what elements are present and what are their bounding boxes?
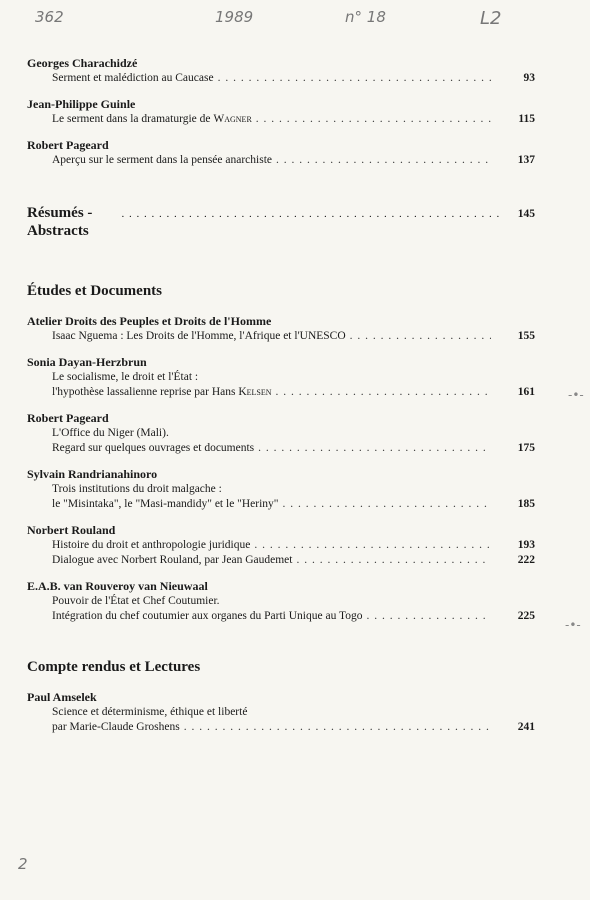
section-title: Résumés - Abstracts bbox=[27, 205, 93, 239]
entry-title bbox=[52, 538, 250, 553]
entry-author: Paul Amselek bbox=[27, 690, 97, 704]
entry-title bbox=[52, 594, 220, 609]
toc-entry bbox=[27, 355, 535, 400]
leader-dots bbox=[366, 609, 491, 624]
entry-title-text: L'Office du Niger (Mali). bbox=[52, 427, 169, 439]
entry-title bbox=[52, 329, 346, 344]
leader-dots bbox=[283, 497, 492, 512]
entry-line bbox=[27, 538, 535, 553]
page-number: 93 bbox=[523, 72, 535, 84]
entry-line bbox=[27, 497, 535, 512]
page-number: 145 bbox=[517, 208, 535, 220]
entry-line bbox=[27, 329, 535, 344]
entry-line bbox=[27, 553, 535, 568]
entry-title-text: Pouvoir de l'État et Chef Coutumier. bbox=[52, 595, 220, 607]
section-comptes-title: Compte rendus et Lectures bbox=[27, 659, 201, 675]
entry-line bbox=[27, 441, 535, 456]
page-number: 193 bbox=[517, 539, 535, 551]
leader-dots bbox=[350, 329, 491, 344]
leader-dots bbox=[276, 385, 491, 400]
handwritten-number: 362 bbox=[35, 8, 64, 26]
toc-block-serment bbox=[27, 56, 535, 168]
entry-title bbox=[52, 441, 254, 456]
margin-mark: -•- bbox=[565, 618, 581, 632]
entry-line bbox=[27, 705, 535, 720]
entry-title-text: Histoire du droit et anthropologie juridique bbox=[52, 539, 251, 551]
entry-title-text: par Marie-Claude Groshens bbox=[52, 721, 180, 733]
entry-author: Georges Charachidzé bbox=[27, 56, 138, 70]
entry-line bbox=[27, 609, 535, 624]
table-of-contents bbox=[27, 56, 535, 746]
toc-entry bbox=[27, 690, 535, 735]
entry-author: Atelier Droits des Peuples et Droits de l'Homme bbox=[27, 314, 272, 328]
entry-title-text: Intégration du chef coutumier aux organes du Parti Unique au Togo bbox=[52, 610, 363, 622]
entry-line bbox=[27, 482, 535, 497]
entry-title-text: Serment et malédiction au Caucase bbox=[52, 72, 214, 84]
entry-title bbox=[52, 426, 169, 441]
entry-title-text: Trois institutions du droit malgache : bbox=[52, 483, 222, 495]
page-number: 115 bbox=[518, 113, 535, 125]
toc-entry bbox=[27, 97, 535, 127]
entry-title-text: Science et déterminisme, éthique et liberté bbox=[52, 706, 248, 718]
entry-title bbox=[52, 482, 222, 497]
entry-title bbox=[52, 153, 272, 168]
toc-entry bbox=[27, 523, 535, 568]
entry-title bbox=[52, 497, 279, 512]
entry-title-text: Regard sur quelques ouvrages et documents bbox=[52, 442, 255, 454]
entry-line bbox=[27, 71, 535, 86]
section-etudes-title: Études et Documents bbox=[27, 283, 162, 299]
entry-title bbox=[52, 370, 198, 385]
entry-author: E.A.B. van Rouveroy van Nieuwaal bbox=[27, 579, 208, 593]
entry-title-smallcaps: Wagner bbox=[213, 113, 252, 125]
leader-dots bbox=[276, 153, 491, 168]
toc-entry bbox=[27, 579, 535, 624]
handwritten-issue: n° 18 bbox=[345, 8, 386, 26]
page-number: 137 bbox=[517, 154, 535, 166]
entry-title-text: Dialogue avec Norbert Rouland, par Jean Gaudemet bbox=[52, 554, 293, 566]
page-number: 161 bbox=[517, 386, 535, 398]
page-number: 222 bbox=[517, 554, 535, 566]
toc-entry bbox=[27, 56, 535, 86]
entry-title bbox=[52, 385, 272, 400]
entry-title bbox=[52, 609, 362, 624]
entry-title-smallcaps: Kelsen bbox=[238, 386, 272, 398]
entry-title-text: le "Misintaka", le "Masi-mandidy" et le "Heriny" bbox=[52, 498, 279, 510]
leader-dots bbox=[258, 441, 491, 456]
entry-line bbox=[27, 426, 535, 441]
entry-title-text: Le socialisme, le droit et l'État : bbox=[52, 371, 199, 383]
toc-entry bbox=[27, 138, 535, 168]
toc-entry bbox=[27, 314, 535, 344]
leader-dots bbox=[218, 71, 491, 86]
entry-line bbox=[27, 370, 535, 385]
entry-author: Sonia Dayan-Herzbrun bbox=[27, 355, 147, 369]
entry-title-text: Le serment dans la dramaturgie de bbox=[52, 113, 214, 125]
entry-line bbox=[27, 720, 535, 735]
handwritten-page: 2 bbox=[18, 855, 28, 873]
entry-title-text: Isaac Nguema : Les Droits de l'Homme, l'Afrique et l'UNESCO bbox=[52, 330, 346, 342]
entry-author: Jean-Philippe Guinle bbox=[27, 97, 136, 111]
entry-line bbox=[27, 153, 535, 168]
entry-title bbox=[52, 71, 214, 86]
entry-line bbox=[27, 112, 535, 127]
handwritten-code: L2 bbox=[480, 8, 502, 29]
toc-block-comptes bbox=[27, 690, 535, 735]
entry-line bbox=[27, 385, 535, 400]
page-number: 241 bbox=[517, 721, 535, 733]
entry-line bbox=[27, 594, 535, 609]
toc-entry bbox=[27, 411, 535, 456]
leader-dots bbox=[184, 720, 491, 735]
entry-title-text: Aperçu sur le serment dans la pensée anarchiste bbox=[52, 154, 273, 166]
section-resumes bbox=[27, 204, 535, 240]
page-number: 225 bbox=[517, 610, 535, 622]
page-number: 175 bbox=[517, 442, 535, 454]
leader-dots bbox=[296, 553, 491, 568]
entry-author: Norbert Rouland bbox=[27, 523, 116, 537]
toc-entry bbox=[27, 467, 535, 512]
toc-block-etudes bbox=[27, 314, 535, 624]
leader-dots bbox=[254, 538, 491, 553]
page-number: 185 bbox=[517, 498, 535, 510]
entry-title bbox=[52, 720, 180, 735]
entry-author: Robert Pageard bbox=[27, 411, 109, 425]
margin-mark: -•- bbox=[568, 388, 584, 402]
entry-author: Robert Pageard bbox=[27, 138, 109, 152]
entry-title bbox=[52, 553, 292, 568]
leader-dots bbox=[256, 112, 491, 127]
entry-title bbox=[52, 112, 252, 127]
entry-author: Sylvain Randrianahinoro bbox=[27, 467, 158, 481]
entry-title-text: l'hypothèse lassalienne reprise par Hans bbox=[52, 386, 239, 398]
page-number: 155 bbox=[517, 330, 535, 342]
entry-title bbox=[52, 705, 247, 720]
handwritten-year: 1989 bbox=[215, 8, 254, 26]
